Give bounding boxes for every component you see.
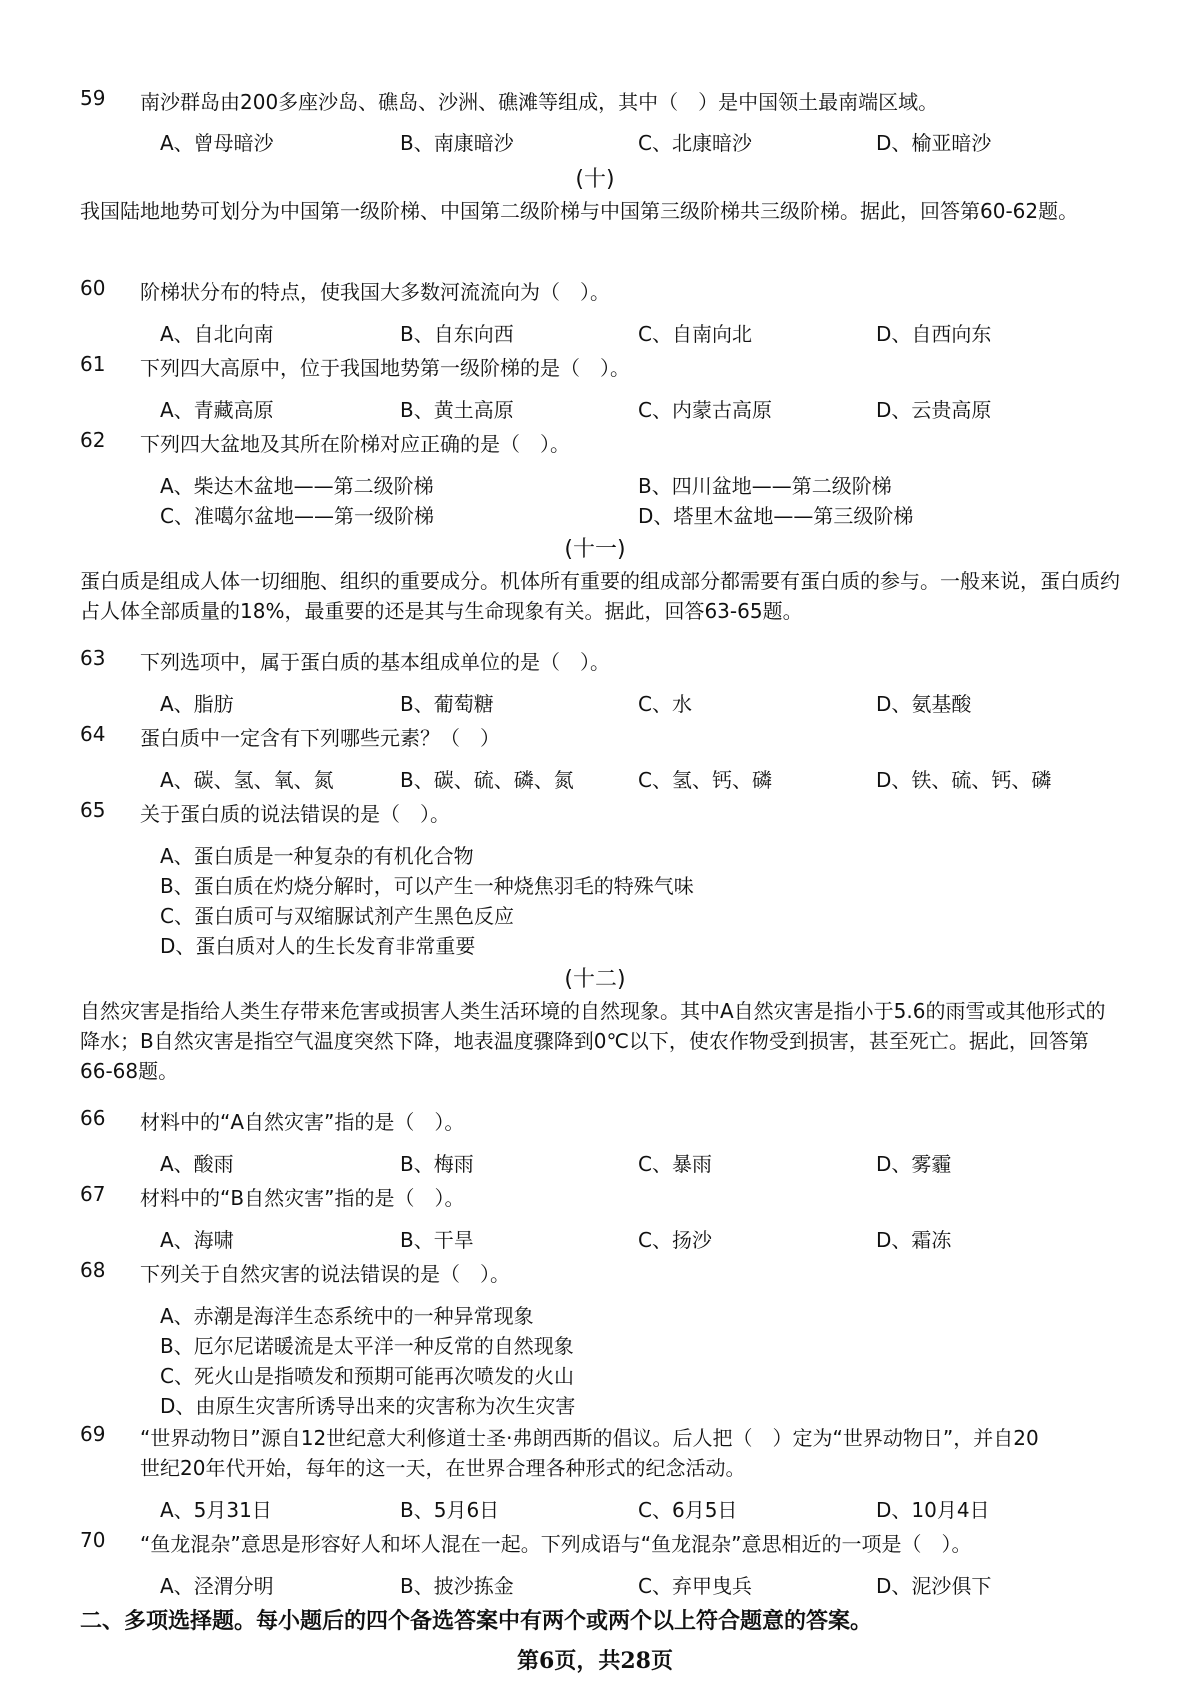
question-text: 材料中的“B自然灾害”指的是（ ）。 — [140, 1186, 465, 1210]
question-text: 南沙群岛由200多座沙岛、礁岛、沙洲、礁滩等组成，其中（ ）是中国领土最南端区域。 — [140, 90, 939, 114]
option-d: D、塔里木盆地——第三级阶梯 — [638, 504, 914, 528]
option-a: A、蛋白质是一种复杂的有机化合物 — [160, 844, 474, 868]
question-number: 66 — [80, 1106, 106, 1130]
option-c: C、准噶尔盆地——第一级阶梯 — [160, 504, 434, 528]
option-c: C、水 — [638, 692, 692, 716]
question-number: 63 — [80, 646, 106, 670]
question-text: 阶梯状分布的特点，使我国大多数河流流向为（ ）。 — [140, 280, 610, 304]
page-footer: 第6页，共28页 — [517, 1648, 673, 1674]
option-a: A、海啸 — [160, 1228, 234, 1252]
option-d: D、雾霾 — [876, 1152, 952, 1176]
option-d: D、铁、硫、钙、磷 — [876, 768, 1052, 792]
option-c: C、扬沙 — [638, 1228, 712, 1252]
option-d: D、泥沙俱下 — [876, 1574, 992, 1598]
option-a: A、酸雨 — [160, 1152, 234, 1176]
section-intro-12: 自然灾害是指给人类生存带来危害或损害人类生活环境的自然现象。其中A自然灾害是指小于5.6的雨雪或其他形式的降水；B自然灾害是指空气温度突然下降，地表温度骤降到0℃以下，使农作物受到损害，甚至死亡。据此，回答第66-68题。 — [80, 999, 1106, 1083]
option-a: A、柴达木盆地——第二级阶梯 — [160, 474, 434, 498]
section-intro-11: 蛋白质是组成人体一切细胞、组织的重要成分。机体所有重要的组成部分都需要有蛋白质的参与。一般来说，蛋白质约占人体全部质量的18%，最重要的还是其与生命现象有关。据此，回答63-65题。 — [80, 569, 1120, 623]
option-b: B、四川盆地——第二级阶梯 — [638, 474, 892, 498]
option-c: C、暴雨 — [638, 1152, 712, 1176]
question-number: 62 — [80, 428, 106, 452]
option-b: B、干旱 — [400, 1228, 474, 1252]
option-b: B、梅雨 — [400, 1152, 474, 1176]
option-c: C、弃甲曳兵 — [638, 1574, 752, 1598]
option-a: A、碳、氢、氧、氮 — [160, 768, 334, 792]
option-c: C、北康暗沙 — [638, 131, 752, 155]
option-a: A、5月31日 — [160, 1498, 272, 1522]
question-number: 60 — [80, 276, 106, 300]
option-d: D、由原生灾害所诱导出来的灾害称为次生灾害 — [160, 1394, 576, 1418]
question-text: “鱼龙混杂”意思是形容好人和坏人混在一起。下列成语与“鱼龙混杂”意思相近的一项是（ ）。 — [140, 1532, 972, 1556]
option-c: C、蛋白质可与双缩脲试剂产生黑色反应 — [160, 904, 514, 928]
option-a: A、赤潮是海洋生态系统中的一种异常现象 — [160, 1304, 534, 1328]
option-a: A、自北向南 — [160, 322, 274, 346]
option-a: A、曾母暗沙 — [160, 131, 274, 155]
section-intro-10: 我国陆地地势可划分为中国第一级阶梯、中国第二级阶梯与中国第三级阶梯共三级阶梯。据此，回答第60-62题。 — [80, 199, 1079, 223]
option-b: B、5月6日 — [400, 1498, 500, 1522]
question-text: 关于蛋白质的说法错误的是（ ）。 — [140, 802, 450, 826]
question-number: 67 — [80, 1182, 106, 1206]
option-d: D、蛋白质对人的生长发育非常重要 — [160, 934, 476, 958]
option-a: A、泾渭分明 — [160, 1574, 274, 1598]
option-b: B、披沙拣金 — [400, 1574, 514, 1598]
question-text: 材料中的“A自然灾害”指的是（ ）。 — [140, 1110, 465, 1134]
question-text: 下列关于自然灾害的说法错误的是（ ）。 — [140, 1262, 510, 1286]
option-b: B、葡萄糖 — [400, 692, 494, 716]
option-c: C、氢、钙、磷 — [638, 768, 772, 792]
question-text: 蛋白质中一定含有下列哪些元素？（ ） — [140, 726, 500, 750]
option-d: D、榆亚暗沙 — [876, 131, 992, 155]
option-b: B、厄尔尼诺暖流是太平洋一种反常的自然现象 — [160, 1334, 574, 1358]
option-c: C、内蒙古高原 — [638, 398, 772, 422]
option-b: B、自东向西 — [400, 322, 514, 346]
question-text: 下列选项中，属于蛋白质的基本组成单位的是（ ）。 — [140, 650, 610, 674]
question-number: 68 — [80, 1258, 106, 1282]
option-d: D、氨基酸 — [876, 692, 972, 716]
option-a: A、青藏高原 — [160, 398, 274, 422]
section-title-11: (十一) — [564, 537, 626, 562]
part-two-heading: 二、多项选择题。每小题后的四个备选答案中有两个或两个以上符合题意的答案。 — [80, 1609, 873, 1634]
question-number: 64 — [80, 722, 106, 746]
option-a: A、脂肪 — [160, 692, 234, 716]
question-text: 下列四大盆地及其所在阶梯对应正确的是（ ）。 — [140, 432, 570, 456]
question-number: 65 — [80, 798, 106, 822]
question-number: 69 — [80, 1422, 106, 1446]
option-c: C、自南向北 — [638, 322, 752, 346]
option-b: B、碳、硫、磷、氮 — [400, 768, 574, 792]
option-c: C、6月5日 — [638, 1498, 738, 1522]
question-number: 61 — [80, 352, 106, 376]
section-title-12: (十二) — [564, 967, 626, 992]
option-b: B、黄土高原 — [400, 398, 514, 422]
question-text: 下列四大高原中，位于我国地势第一级阶梯的是（ ）。 — [140, 356, 630, 380]
option-d: D、云贵高原 — [876, 398, 992, 422]
option-d: D、自西向东 — [876, 322, 992, 346]
question-text-line2: 世纪20年代开始，每年的这一天，在世界合理各种形式的纪念活动。 — [140, 1456, 746, 1480]
question-text-line1: “世界动物日”源自12世纪意大利修道士圣·弗朗西斯的倡议。后人把（ ）定为“世界动物日”，并自20 — [140, 1426, 1039, 1450]
question-number: 59 — [80, 86, 106, 110]
option-b: B、南康暗沙 — [400, 131, 514, 155]
option-d: D、10月4日 — [876, 1498, 990, 1522]
section-title-10: (十) — [575, 167, 615, 192]
option-b: B、蛋白质在灼烧分解时，可以产生一种烧焦羽毛的特殊气味 — [160, 874, 694, 898]
option-d: D、霜冻 — [876, 1228, 952, 1252]
question-number: 70 — [80, 1528, 106, 1552]
option-c: C、死火山是指喷发和预期可能再次喷发的火山 — [160, 1364, 574, 1388]
